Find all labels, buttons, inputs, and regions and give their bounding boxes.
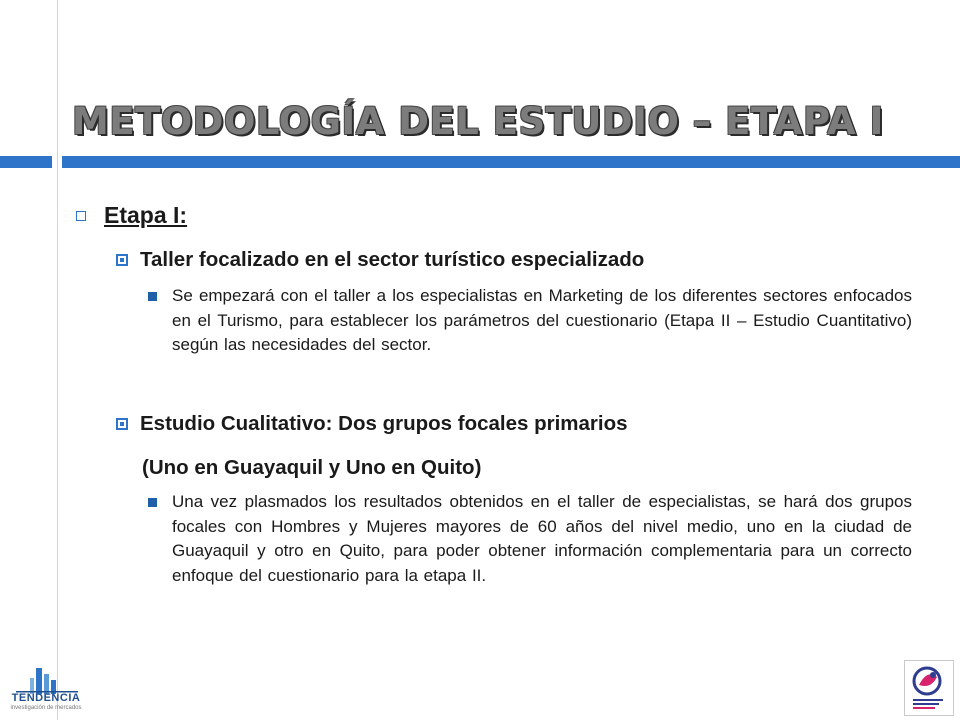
quito-turismo-emblem-icon xyxy=(905,661,953,715)
hollow-square-bullet-icon xyxy=(76,211,86,221)
filled-square-bullet-icon xyxy=(148,498,157,507)
logo-left-tagline: investigación de mercados xyxy=(10,705,82,711)
title-bar-right xyxy=(62,156,960,168)
filled-square-bullet-icon xyxy=(148,292,157,301)
slide-title: METODOLOGÍA DEL ESTUDIO – ETAPA I xyxy=(72,100,884,143)
level3-item xyxy=(148,284,912,358)
level1-item xyxy=(76,202,187,229)
square-bullet-icon xyxy=(116,418,128,430)
level3-item xyxy=(148,490,912,588)
level2-item xyxy=(116,248,644,272)
level2-heading-continuation: (Uno en Guayaquil y Uno en Quito) xyxy=(142,456,482,479)
logo-left-name: TENDENCIA xyxy=(11,692,81,704)
title-bar-left xyxy=(0,156,52,168)
level3-text: Una vez plasmados los resultados obtenidos en el taller de especialistas, se hará dos grupos focales con Hombres y Mujeres mayores de 60 años del nivel medio, uno en la ciudad de Guayaquil y otro en Quito, para poder obtener información complementaria para un correcto enfoque del cuestionario para la etapa II. xyxy=(172,492,912,585)
quito-turismo-logo xyxy=(904,660,954,716)
level3-text: Se empezará con el taller a los especialistas en Marketing de los diferentes sectores enfocados en el Turismo, para establecer los parámetros del cuestionario (Etapa II – Estudio Cuantitativo) según las necesidades del sector. xyxy=(172,286,912,354)
level1-text: Etapa I: xyxy=(104,202,188,228)
level2-heading: Taller focalizado en el sector turístico especializado xyxy=(140,248,645,271)
vertical-rule xyxy=(57,0,58,720)
level2-heading: Estudio Cualitativo: Dos grupos focales primarios xyxy=(140,412,628,435)
square-bullet-icon xyxy=(116,254,128,266)
level2-item xyxy=(116,412,628,436)
